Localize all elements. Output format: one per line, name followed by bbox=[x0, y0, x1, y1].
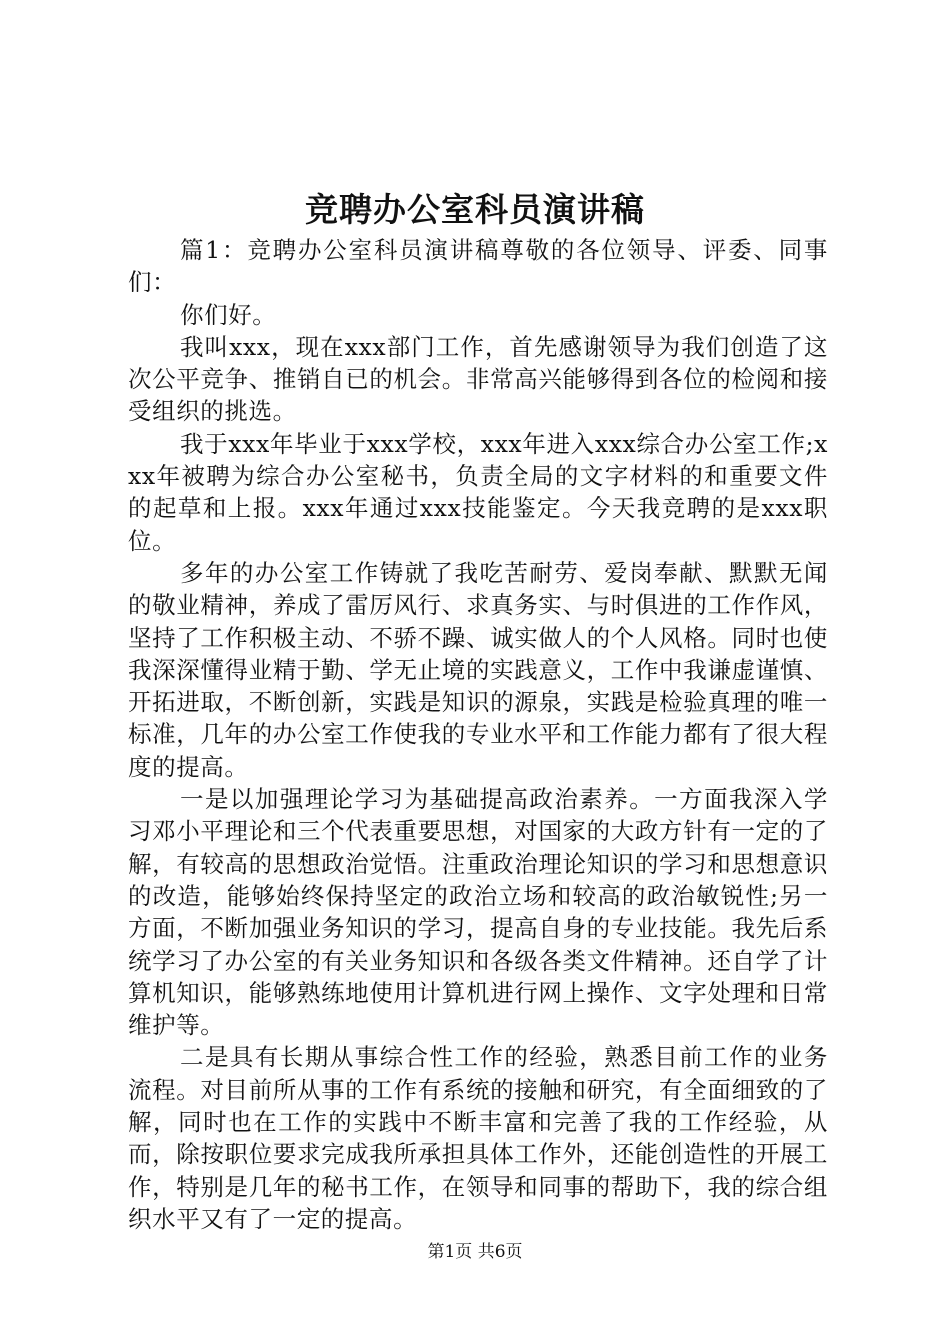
paragraph-4: 我于xxx年毕业于xxx学校，xxx年进入xxx综合办公室工作;xxx年被聘为综合办公室秘书，负责全局的文字材料的和重要文件的起草和上报。xxx年通过xxx技能鉴定。今天我竞聘的是xxx职位。 bbox=[128, 429, 828, 555]
page-footer: 第1页 共6页 bbox=[427, 1242, 523, 1262]
paragraph-3: 我叫xxx，现在xxx部门工作，首先感谢领导为我们创造了这次公平竞争、推销自已的机会。非常高兴能够得到各位的检阅和接受组织的挑选。 bbox=[128, 332, 828, 426]
paragraph-6: 一是以加强理论学习为基础提高政治素养。一方面我深入学习邓小平理论和三个代表重要思想，对国家的大政方针有一定的了解，有较高的思想政治觉悟。注重政治理论知识的学习和思想意识的改造，能够始终保持坚定的政治立场和较高的政治敏锐性;另一方面，不断加强业务知识的学习，提高自身的专业技能。我先后系统学习了办公室的有关业务知识和各级各类文件精神。还自学了计算机知识，能够熟练地使用计算机进行网上操作、文字处理和日常维护等。 bbox=[128, 785, 828, 1040]
paragraph-1: 篇1：竞聘办公室科员演讲稿尊敬的各位领导、评委、同事们： bbox=[128, 236, 828, 297]
document-body bbox=[128, 234, 828, 1235]
document-title: 竞聘办公室科员演讲稿 bbox=[305, 190, 645, 229]
paragraph-2: 你们好。 bbox=[180, 300, 277, 329]
paragraph-5: 多年的办公室工作铸就了我吃苦耐劳、爱岗奉献、默默无闻的敬业精神，养成了雷厉风行、求真务实、与时俱进的工作作风，坚持了工作积极主动、不骄不躁、诚实做人的个人风格。同时也使我深深懂得业精于勤、学无止境的实践意义，工作中我谦虚谨慎、开拓进取，不断创新，实践是知识的源泉，实践是检验真理的唯一标准，几年的办公室工作使我的专业水平和工作能力都有了很大程度的提高。 bbox=[128, 558, 828, 781]
paragraph-7: 二是具有长期从事综合性工作的经验，熟悉目前工作的业务流程。对目前所从事的工作有系统的接触和研究，有全面细致的了解，同时也在工作的实践中不断丰富和完善了我的工作经验，从而，除按职位要求完成我所承担具体工作外，还能创造性的开展工作，特别是几年的秘书工作，在领导和同事的帮助下，我的综合组织水平又有了一定的提高。 bbox=[128, 1043, 828, 1233]
